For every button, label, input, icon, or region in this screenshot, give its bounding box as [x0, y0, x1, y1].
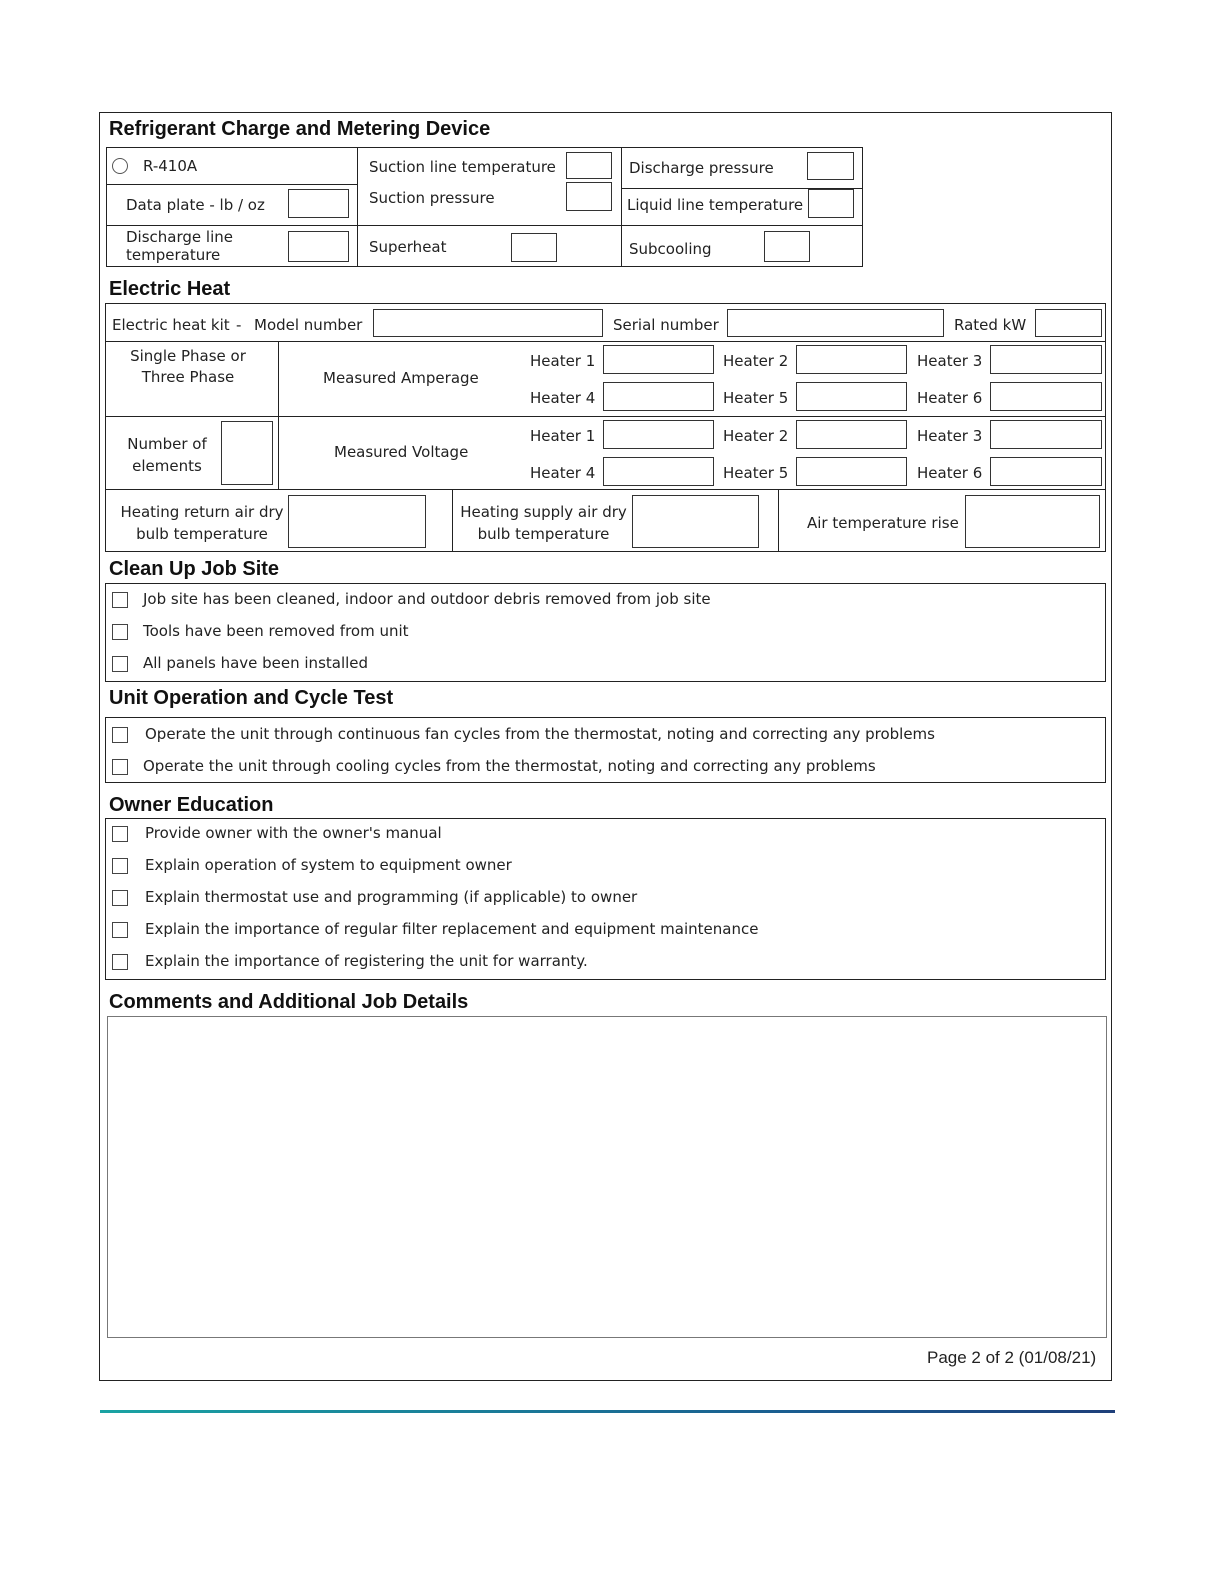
- measured-voltage-label: Measured Voltage: [334, 443, 469, 461]
- volt-heater-5-field[interactable]: [796, 457, 907, 486]
- owner-item-2: Explain operation of system to equipment owner: [145, 856, 512, 874]
- volt-heater-3-label: Heater 3: [917, 427, 983, 445]
- owner-section-title: Owner Education: [109, 794, 274, 816]
- number-of-elements-label: Number of elements: [127, 435, 207, 475]
- volt-heater-6-label: Heater 6: [917, 464, 983, 482]
- phase-label: Single Phase or Three Phase: [130, 347, 246, 386]
- cleanup-item-1: Job site has been cleaned, indoor and outdoor debris removed from job site: [143, 590, 711, 608]
- volt-heater-5-label: Heater 5: [723, 464, 789, 482]
- suction-pressure-label: Suction pressure: [369, 189, 495, 207]
- cleanup-item-2: Tools have been removed from unit: [143, 622, 409, 640]
- supply-air-label: Heating supply air dry bulb temperature: [460, 503, 627, 543]
- serial-number-label: Serial number: [613, 316, 719, 334]
- operation-checkbox-1[interactable]: [112, 727, 128, 743]
- volt-heater-6-field[interactable]: [990, 457, 1102, 486]
- amp-heater-2-field[interactable]: [796, 345, 907, 374]
- data-plate-label: Data plate - lb / oz: [126, 196, 265, 214]
- owner-checkbox-1[interactable]: [112, 826, 128, 842]
- number-of-elements-field[interactable]: [221, 421, 273, 485]
- temp-rise-field[interactable]: [965, 495, 1100, 548]
- measured-amperage-label: Measured Amperage: [323, 369, 479, 387]
- subcooling-label: Subcooling: [629, 240, 712, 258]
- owner-item-5: Explain the importance of registering the unit for warranty.: [145, 952, 588, 970]
- volt-heater-4-field[interactable]: [603, 457, 714, 486]
- subcooling-field[interactable]: [764, 231, 810, 262]
- amp-heater-6-field[interactable]: [990, 382, 1102, 411]
- model-number-label: Model number: [254, 316, 363, 334]
- rated-kw-field[interactable]: [1035, 309, 1102, 337]
- owner-item-4: Explain the importance of regular filter replacement and equipment maintenance: [145, 920, 759, 938]
- cleanup-section-title: Clean Up Job Site: [109, 558, 280, 580]
- liquid-line-temp-field[interactable]: [808, 189, 854, 218]
- return-air-field[interactable]: [288, 495, 426, 548]
- amp-heater-2-label: Heater 2: [723, 352, 789, 370]
- amp-heater-6-label: Heater 6: [917, 389, 983, 407]
- data-plate-field[interactable]: [288, 189, 349, 218]
- operation-item-1: Operate the unit through continuous fan cycles from the thermostat, noting and correcting any problems: [145, 725, 935, 743]
- discharge-line-temp-field[interactable]: [288, 231, 349, 262]
- serial-number-field[interactable]: [727, 309, 944, 337]
- amp-heater-1-label: Heater 1: [530, 352, 596, 370]
- superheat-field[interactable]: [511, 233, 557, 262]
- amp-heater-1-field[interactable]: [603, 345, 714, 374]
- volt-heater-1-field[interactable]: [603, 420, 714, 449]
- volt-heater-1-label: Heater 1: [530, 427, 596, 445]
- cleanup-checkbox-2[interactable]: [112, 624, 128, 640]
- amp-heater-3-label: Heater 3: [917, 352, 983, 370]
- volt-heater-2-label: Heater 2: [723, 427, 789, 445]
- amp-heater-5-label: Heater 5: [723, 389, 789, 407]
- electric-heat-section-title: Electric Heat: [109, 278, 231, 300]
- cleanup-checkbox-3[interactable]: [112, 656, 128, 672]
- owner-checkbox-2[interactable]: [112, 858, 128, 874]
- r410a-radio[interactable]: [112, 158, 128, 174]
- discharge-pressure-field[interactable]: [807, 152, 854, 180]
- comments-textarea[interactable]: [107, 1016, 1107, 1338]
- owner-checkbox-4[interactable]: [112, 922, 128, 938]
- amp-heater-4-field[interactable]: [603, 382, 714, 411]
- discharge-line-temp-label: Discharge line temperature: [126, 228, 233, 264]
- owner-checkbox-5[interactable]: [112, 954, 128, 970]
- heat-kit-dash: -: [236, 316, 242, 334]
- superheat-label: Superheat: [369, 238, 447, 256]
- amp-heater-4-label: Heater 4: [530, 389, 596, 407]
- rated-kw-label: Rated kW: [954, 316, 1027, 334]
- owner-item-1: Provide owner with the owner's manual: [145, 824, 442, 842]
- discharge-pressure-label: Discharge pressure: [629, 159, 774, 177]
- return-air-label: Heating return air dry bulb temperature: [120, 503, 284, 543]
- cleanup-item-3: All panels have been installed: [143, 654, 369, 672]
- comments-section-title: Comments and Additional Job Details: [109, 991, 469, 1013]
- model-number-field[interactable]: [373, 309, 603, 337]
- owner-item-3: Explain thermostat use and programming (if applicable) to owner: [145, 888, 638, 906]
- suction-pressure-field[interactable]: [566, 182, 612, 211]
- heat-kit-label: Electric heat kit: [112, 316, 230, 334]
- amp-heater-5-field[interactable]: [796, 382, 907, 411]
- suction-line-temp-field[interactable]: [566, 152, 612, 179]
- volt-heater-3-field[interactable]: [990, 420, 1102, 449]
- operation-section-title: Unit Operation and Cycle Test: [109, 687, 394, 709]
- liquid-line-temp-label: Liquid line temperature: [627, 196, 804, 214]
- temp-rise-label: Air temperature rise: [807, 514, 959, 532]
- operation-item-2: Operate the unit through cooling cycles from the thermostat, noting and correcting any problems: [143, 757, 876, 775]
- volt-heater-2-field[interactable]: [796, 420, 907, 449]
- suction-line-temp-label: Suction line temperature: [369, 158, 556, 176]
- cleanup-checkbox-1[interactable]: [112, 592, 128, 608]
- operation-checkbox-2[interactable]: [112, 759, 128, 775]
- page-number: Page 2 of 2 (01/08/21): [927, 1348, 1097, 1367]
- footer-rule: [100, 1410, 1115, 1413]
- owner-checkbox-3[interactable]: [112, 890, 128, 906]
- amp-heater-3-field[interactable]: [990, 345, 1102, 374]
- r410a-label: R-410A: [143, 157, 198, 175]
- refrigerant-section-title: Refrigerant Charge and Metering Device: [109, 118, 491, 140]
- supply-air-field[interactable]: [632, 495, 759, 548]
- volt-heater-4-label: Heater 4: [530, 464, 596, 482]
